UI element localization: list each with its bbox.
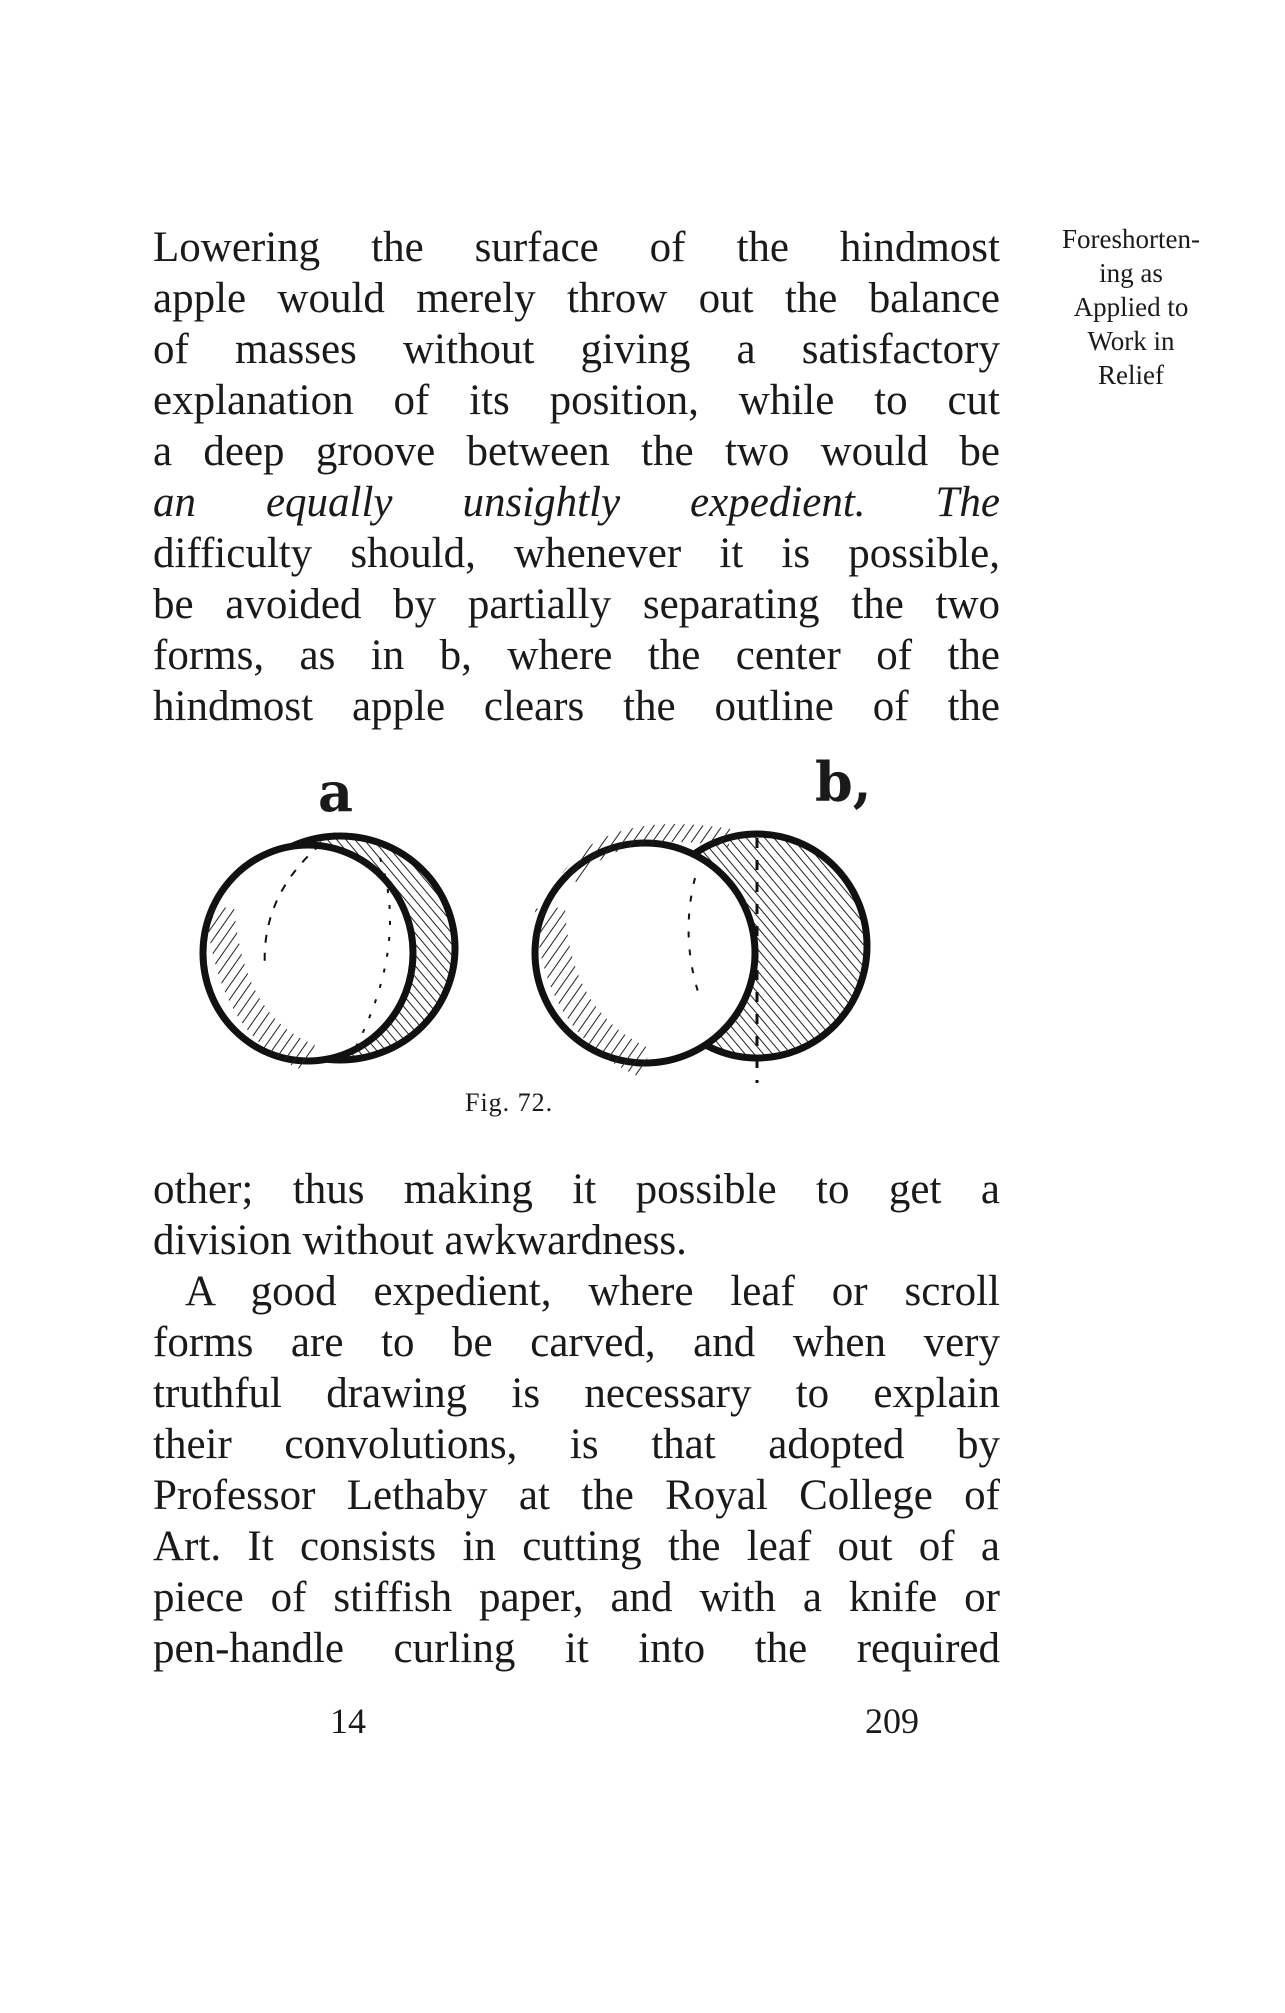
page-number: 209 bbox=[865, 1701, 919, 1741]
text-line: hindmost apple clears the outline of the bbox=[153, 683, 1000, 730]
margin-note-line: Work in bbox=[1087, 326, 1175, 356]
text-line: Lowering the surface of the hindmost bbox=[153, 224, 1000, 271]
apple-figure-illustration bbox=[190, 818, 970, 1088]
text-line: other; thus making it possible to get a bbox=[153, 1166, 1000, 1213]
text-line: a deep groove between the two would be bbox=[153, 428, 1000, 475]
text-line: difficulty should, whenever it is possible, bbox=[153, 530, 1000, 577]
text-line: of masses without giving a satisfactory bbox=[153, 326, 1000, 373]
margin-note-line: Foreshorten- bbox=[1062, 224, 1200, 254]
paragraph-2 bbox=[153, 1164, 1000, 1266]
text-line: A good expedient, where leaf or scroll bbox=[185, 1268, 1000, 1315]
text-line: apple would merely throw out the balance bbox=[153, 275, 1000, 322]
figure-a-apples bbox=[203, 833, 455, 1061]
paragraph-3 bbox=[153, 1266, 1000, 1674]
text-line: forms are to be carved, and when very bbox=[153, 1319, 1000, 1366]
signature-mark: 14 bbox=[330, 1701, 366, 1741]
text-line: division without awkwardness. bbox=[153, 1217, 687, 1264]
figure-label-a: a bbox=[318, 760, 353, 824]
text-line: an equally unsightly expedient. The bbox=[153, 479, 1000, 526]
text-line: truthful drawing is necessary to explain bbox=[153, 1370, 1000, 1417]
text-line: forms, as in b, where the center of the bbox=[153, 632, 1000, 679]
margin-note bbox=[1030, 222, 1232, 392]
text-line: Professor Lethaby at the Royal College of bbox=[153, 1472, 1000, 1519]
margin-note-line: ing as bbox=[1099, 258, 1163, 288]
margin-note-line: Relief bbox=[1098, 360, 1164, 390]
text-line: be avoided by partially separating the two bbox=[153, 581, 1000, 628]
figure-label-b: b, bbox=[815, 750, 872, 814]
figure-b-apples bbox=[535, 833, 867, 1083]
paragraph-1 bbox=[153, 222, 1000, 732]
text-line: Art. It consists in cutting the leaf out of a bbox=[153, 1523, 1000, 1570]
text-line: explanation of its position, while to cut bbox=[153, 377, 1000, 424]
text-line: piece of stiffish paper, and with a knife or bbox=[153, 1574, 1000, 1621]
text-line: their convolutions, is that adopted by bbox=[153, 1421, 1000, 1468]
text-line: pen-handle curling it into the required bbox=[153, 1625, 1000, 1672]
margin-note-line: Applied to bbox=[1073, 292, 1189, 322]
figure-caption: Fig. 72. bbox=[465, 1088, 554, 1117]
